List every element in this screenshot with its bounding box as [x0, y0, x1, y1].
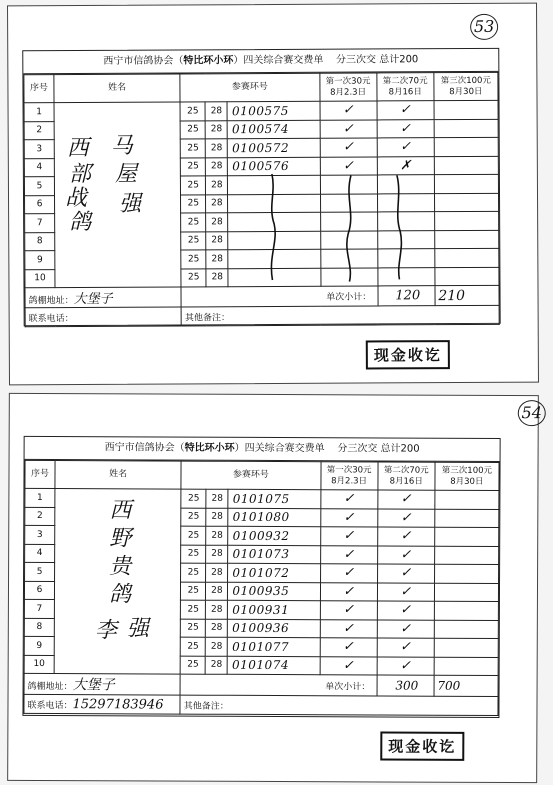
address-value: 大堡子	[72, 677, 115, 694]
header-name: 姓名	[54, 74, 180, 103]
fee-table	[23, 460, 499, 716]
ring-number	[228, 212, 320, 231]
address-value: 大堡子	[73, 291, 113, 308]
header-pay2	[378, 462, 435, 490]
pay3-mark	[434, 119, 498, 138]
header-pay3	[434, 72, 498, 100]
row-no: 4	[25, 544, 55, 563]
pay3-mark	[434, 193, 498, 212]
row-no: 3	[25, 525, 55, 544]
ring-number: 0100576	[228, 157, 320, 176]
ring-number	[228, 268, 320, 287]
name-char: 部	[68, 161, 92, 188]
pay3-mark	[434, 601, 498, 620]
ring-number: 0100575	[227, 101, 319, 120]
row-no: 6	[25, 195, 55, 214]
table-row	[24, 100, 498, 121]
ring-prefix-a: 25	[181, 157, 206, 176]
pay1-date: 8月2.3日	[331, 475, 368, 486]
table-row	[25, 488, 499, 509]
pay1-mark	[320, 212, 377, 231]
owner-name-cell	[54, 102, 181, 288]
pay3-mark	[434, 156, 498, 175]
title-bold: 特比环小环	[184, 442, 235, 454]
pay3-date: 8月30日	[449, 86, 483, 97]
ring-prefix-a: 25	[181, 213, 206, 232]
name-char: 马	[110, 133, 133, 159]
header-pay2	[377, 73, 434, 101]
title-suffix: ）四关综合赛交费单	[233, 54, 324, 67]
ring-prefix-a: 25	[181, 637, 206, 656]
name-char: 鸽	[108, 582, 132, 608]
fee-form	[22, 48, 500, 326]
pay3-mark	[435, 248, 499, 267]
pay1-mark: ✓	[320, 619, 377, 638]
address-subtotal-row	[24, 673, 498, 696]
name-char: 鸽	[69, 209, 92, 236]
subtotal-pay2: 210	[435, 285, 499, 305]
ring-number	[228, 194, 320, 213]
name-char: 西	[66, 135, 89, 162]
ring-prefix-a: 25	[180, 102, 205, 121]
pay3-label: 第三次100元	[441, 465, 493, 476]
row-no: 6	[24, 581, 54, 600]
ring-prefix-b: 28	[206, 600, 228, 619]
ring-prefix-a: 25	[181, 194, 206, 213]
pay3-mark	[434, 211, 498, 230]
pay3-mark	[435, 267, 499, 286]
row-no: 7	[24, 599, 54, 618]
row-no: 2	[25, 507, 55, 526]
ring-number: 0101073	[228, 545, 320, 564]
pay1-mark: ✓	[320, 527, 377, 546]
pay3-mark	[434, 174, 498, 193]
ring-prefix-a: 25	[181, 545, 206, 564]
ring-number: 0101072	[228, 563, 320, 582]
pay1-mark: ✓	[320, 156, 377, 175]
ring-prefix-b: 28	[206, 194, 228, 213]
owner-name-cell	[54, 489, 181, 675]
ring-prefix-a: 25	[181, 139, 206, 158]
title-bold: 特比环小环	[183, 55, 234, 67]
pay3-mark	[434, 657, 498, 676]
ring-prefix-b: 28	[206, 213, 228, 232]
ring-number: 0100931	[228, 600, 320, 619]
subtotal-label: 单次小计：	[181, 286, 378, 307]
header-row	[24, 72, 498, 102]
contact-row	[25, 305, 499, 326]
phone-cell	[24, 694, 180, 714]
ring-number: 0100572	[228, 138, 320, 157]
ring-prefix-b: 28	[205, 656, 227, 675]
pay2-mark: ✓	[377, 508, 434, 527]
pay1-mark: ✓	[320, 601, 377, 620]
pay1-mark	[320, 175, 377, 194]
pay2-mark: ✓	[377, 656, 434, 675]
ring-prefix-a: 25	[181, 231, 206, 250]
pay1-mark	[320, 267, 377, 286]
row-no: 5	[25, 562, 55, 581]
address-cell	[24, 673, 180, 695]
pay2-mark: ✓	[377, 527, 434, 546]
row-no: 2	[24, 121, 54, 140]
pay3-mark	[434, 638, 498, 657]
ring-prefix-b: 28	[206, 526, 228, 545]
pay1-label: 第一次30元	[325, 75, 371, 87]
ring-number: 0101075	[228, 489, 320, 508]
ring-number	[228, 249, 320, 268]
ring-number	[228, 231, 320, 250]
ring-prefix-b: 28	[206, 637, 228, 656]
subtotal-pay2: 700	[434, 675, 498, 696]
pay3-mark	[435, 490, 499, 509]
fee-table	[23, 72, 499, 327]
owner-name-handwriting	[55, 102, 181, 287]
cash-received-stamp: 现金收讫	[380, 731, 464, 760]
header-ring: 参赛环号	[180, 73, 319, 102]
row-no: 3	[24, 140, 54, 159]
pay2-date: 8月16日	[388, 86, 422, 97]
address-subtotal-row	[25, 285, 499, 307]
name-char: 屋	[114, 161, 138, 187]
row-no: 1	[25, 488, 55, 507]
ring-number: 0101080	[228, 508, 320, 527]
pay1-mark: ✓	[320, 490, 377, 509]
pay1-mark	[320, 249, 377, 268]
row-no: 9	[24, 636, 54, 655]
pay2-date: 8月16日	[389, 476, 423, 487]
pay3-mark	[434, 620, 498, 639]
ring-prefix-a: 25	[181, 526, 206, 545]
title-suffix: ）四关综合赛交费单	[234, 442, 325, 455]
row-no: 8	[24, 618, 54, 637]
ring-prefix-b: 28	[205, 102, 227, 121]
pay3-mark	[434, 137, 498, 156]
title-prefix: 西宁市信鸽协会（	[104, 442, 185, 454]
pay1-date: 8月2.3日	[330, 87, 367, 98]
ring-number: 0100936	[228, 619, 320, 638]
notes-label: 其他备注：	[181, 305, 499, 326]
pay2-mark	[377, 193, 434, 212]
ring-prefix-a: 25	[181, 508, 206, 527]
ring-prefix-a: 25	[181, 268, 206, 287]
phone-cell	[25, 307, 181, 327]
pay2-label: 第二次70元	[383, 464, 429, 476]
fee-sheet-2	[7, 393, 542, 783]
pay1-mark: ✓	[320, 138, 377, 157]
ring-number	[228, 175, 320, 194]
pay2-label: 第二次70元	[382, 75, 428, 86]
cash-received-stamp: 现金收讫	[366, 340, 450, 369]
header-pay1	[321, 462, 378, 490]
page-number: 54	[518, 400, 546, 426]
pay3-mark	[434, 527, 498, 546]
fee-form	[22, 436, 500, 718]
pay3-mark	[434, 546, 498, 565]
header-ring: 参赛环号	[181, 461, 320, 490]
header-no: 序号	[25, 460, 55, 488]
ring-prefix-a: 25	[180, 120, 205, 139]
subtotal-pay1: 120	[378, 286, 435, 306]
pay3-mark	[434, 100, 498, 119]
ring-number: 0100935	[228, 582, 320, 601]
ring-prefix-b: 28	[206, 250, 228, 269]
subtotal-label: 单次小计：	[180, 674, 376, 696]
name-char: 强	[126, 616, 149, 642]
pay2-mark: ✓	[377, 101, 434, 120]
pay2-mark: ✓	[377, 582, 434, 601]
pay2-mark: ✓	[377, 119, 434, 138]
phone-label: 联系电话：	[27, 700, 73, 711]
pay1-mark: ✓	[320, 638, 377, 657]
pay1-mark: ✓	[320, 656, 377, 675]
phone-value: 15297183946	[72, 696, 164, 713]
contact-row	[24, 694, 498, 715]
pay2-mark: ✓	[377, 638, 434, 657]
header-name: 姓名	[55, 461, 181, 490]
ring-prefix-a: 25	[181, 582, 206, 601]
ring-number: 0101077	[228, 637, 320, 656]
pay3-mark	[434, 583, 498, 602]
name-char: 李	[94, 618, 117, 644]
ring-prefix-b: 28	[206, 582, 228, 601]
fee-sheet-1	[7, 3, 539, 386]
ring-prefix-a: 25	[181, 176, 206, 195]
header-row	[25, 460, 499, 490]
ring-prefix-b: 28	[206, 545, 228, 564]
owner-name-handwriting	[55, 489, 181, 674]
ring-prefix-a: 25	[181, 600, 206, 619]
address-label: 鸽棚地址：	[28, 296, 74, 307]
header-no: 序号	[24, 75, 54, 103]
pay1-mark: ✓	[320, 582, 377, 601]
pay2-mark: ✓	[377, 601, 434, 620]
pay1-mark	[320, 230, 377, 249]
title-total: 分三次交 总计200	[337, 443, 420, 455]
name-char: 强	[119, 191, 142, 217]
ring-prefix-b: 28	[206, 139, 228, 158]
ring-prefix-b: 28	[206, 489, 228, 508]
ring-number: 0100574	[227, 120, 319, 139]
row-no: 9	[25, 251, 55, 270]
row-no: 10	[24, 655, 54, 674]
pay1-mark: ✓	[320, 545, 377, 564]
pay1-mark: ✓	[320, 564, 377, 583]
row-no: 10	[25, 269, 55, 288]
notes-label: 其他备注：	[180, 695, 498, 715]
header-pay1	[319, 73, 376, 101]
pay2-mark: ✓	[377, 619, 434, 638]
pay2-mark	[378, 267, 435, 286]
subtotal-pay1: 300	[377, 675, 434, 696]
pay1-mark: ✓	[320, 508, 377, 527]
ring-prefix-b: 28	[206, 176, 228, 195]
ring-prefix-b: 28	[206, 231, 228, 250]
address-cell	[25, 287, 181, 308]
ring-prefix-b: 28	[206, 619, 228, 638]
pay2-mark	[377, 175, 434, 194]
pay2-mark: ✓	[377, 564, 434, 583]
ring-prefix-a: 25	[181, 563, 206, 582]
address-label: 鸽棚地址：	[27, 681, 73, 693]
name-char: 贵	[109, 554, 132, 580]
phone-label: 联系电话：	[28, 313, 74, 324]
pay2-mark	[377, 212, 434, 231]
pay3-mark	[434, 564, 498, 583]
ring-prefix-b: 28	[206, 508, 228, 527]
pay3-label: 第三次100元	[440, 75, 491, 86]
pay1-mark: ✓	[320, 101, 377, 120]
pay2-mark: ✗	[377, 156, 434, 175]
row-no: 8	[25, 232, 55, 251]
title-prefix: 西宁市信鸽协会（	[103, 55, 184, 67]
ring-prefix-a: 25	[181, 489, 206, 508]
ring-prefix-b: 28	[205, 120, 227, 139]
ring-prefix-b: 28	[206, 157, 228, 176]
title-total: 分三次交 总计200	[335, 54, 419, 66]
row-no: 7	[25, 214, 55, 233]
ring-number: 0100932	[228, 526, 320, 545]
page-number: 53	[470, 14, 498, 40]
header-pay3	[435, 462, 499, 490]
pay2-mark: ✓	[377, 138, 434, 157]
pay2-mark: ✓	[377, 545, 434, 564]
pay2-mark	[377, 230, 434, 249]
pay1-mark: ✓	[320, 119, 377, 138]
name-char: 西	[109, 498, 132, 524]
pay1-label: 第一次30元	[326, 464, 372, 475]
row-no: 1	[24, 103, 54, 122]
ring-prefix-a: 25	[180, 656, 205, 675]
row-no: 5	[24, 177, 54, 196]
name-char: 战	[65, 185, 88, 212]
ring-number: 0101074	[227, 656, 319, 675]
ring-prefix-a: 25	[181, 619, 206, 638]
ring-prefix-b: 28	[206, 268, 228, 287]
pay2-mark	[377, 249, 434, 268]
ring-prefix-b: 28	[206, 563, 228, 582]
name-char: 野	[109, 526, 132, 552]
pay3-date: 8月30日	[450, 476, 484, 487]
pay2-mark: ✓	[378, 490, 435, 509]
form-title	[25, 437, 500, 462]
pay3-mark	[435, 230, 499, 249]
form-title	[23, 49, 498, 74]
row-no: 4	[24, 158, 54, 177]
pay1-mark	[320, 193, 377, 212]
pay3-mark	[435, 509, 499, 528]
ring-prefix-a: 25	[181, 250, 206, 269]
